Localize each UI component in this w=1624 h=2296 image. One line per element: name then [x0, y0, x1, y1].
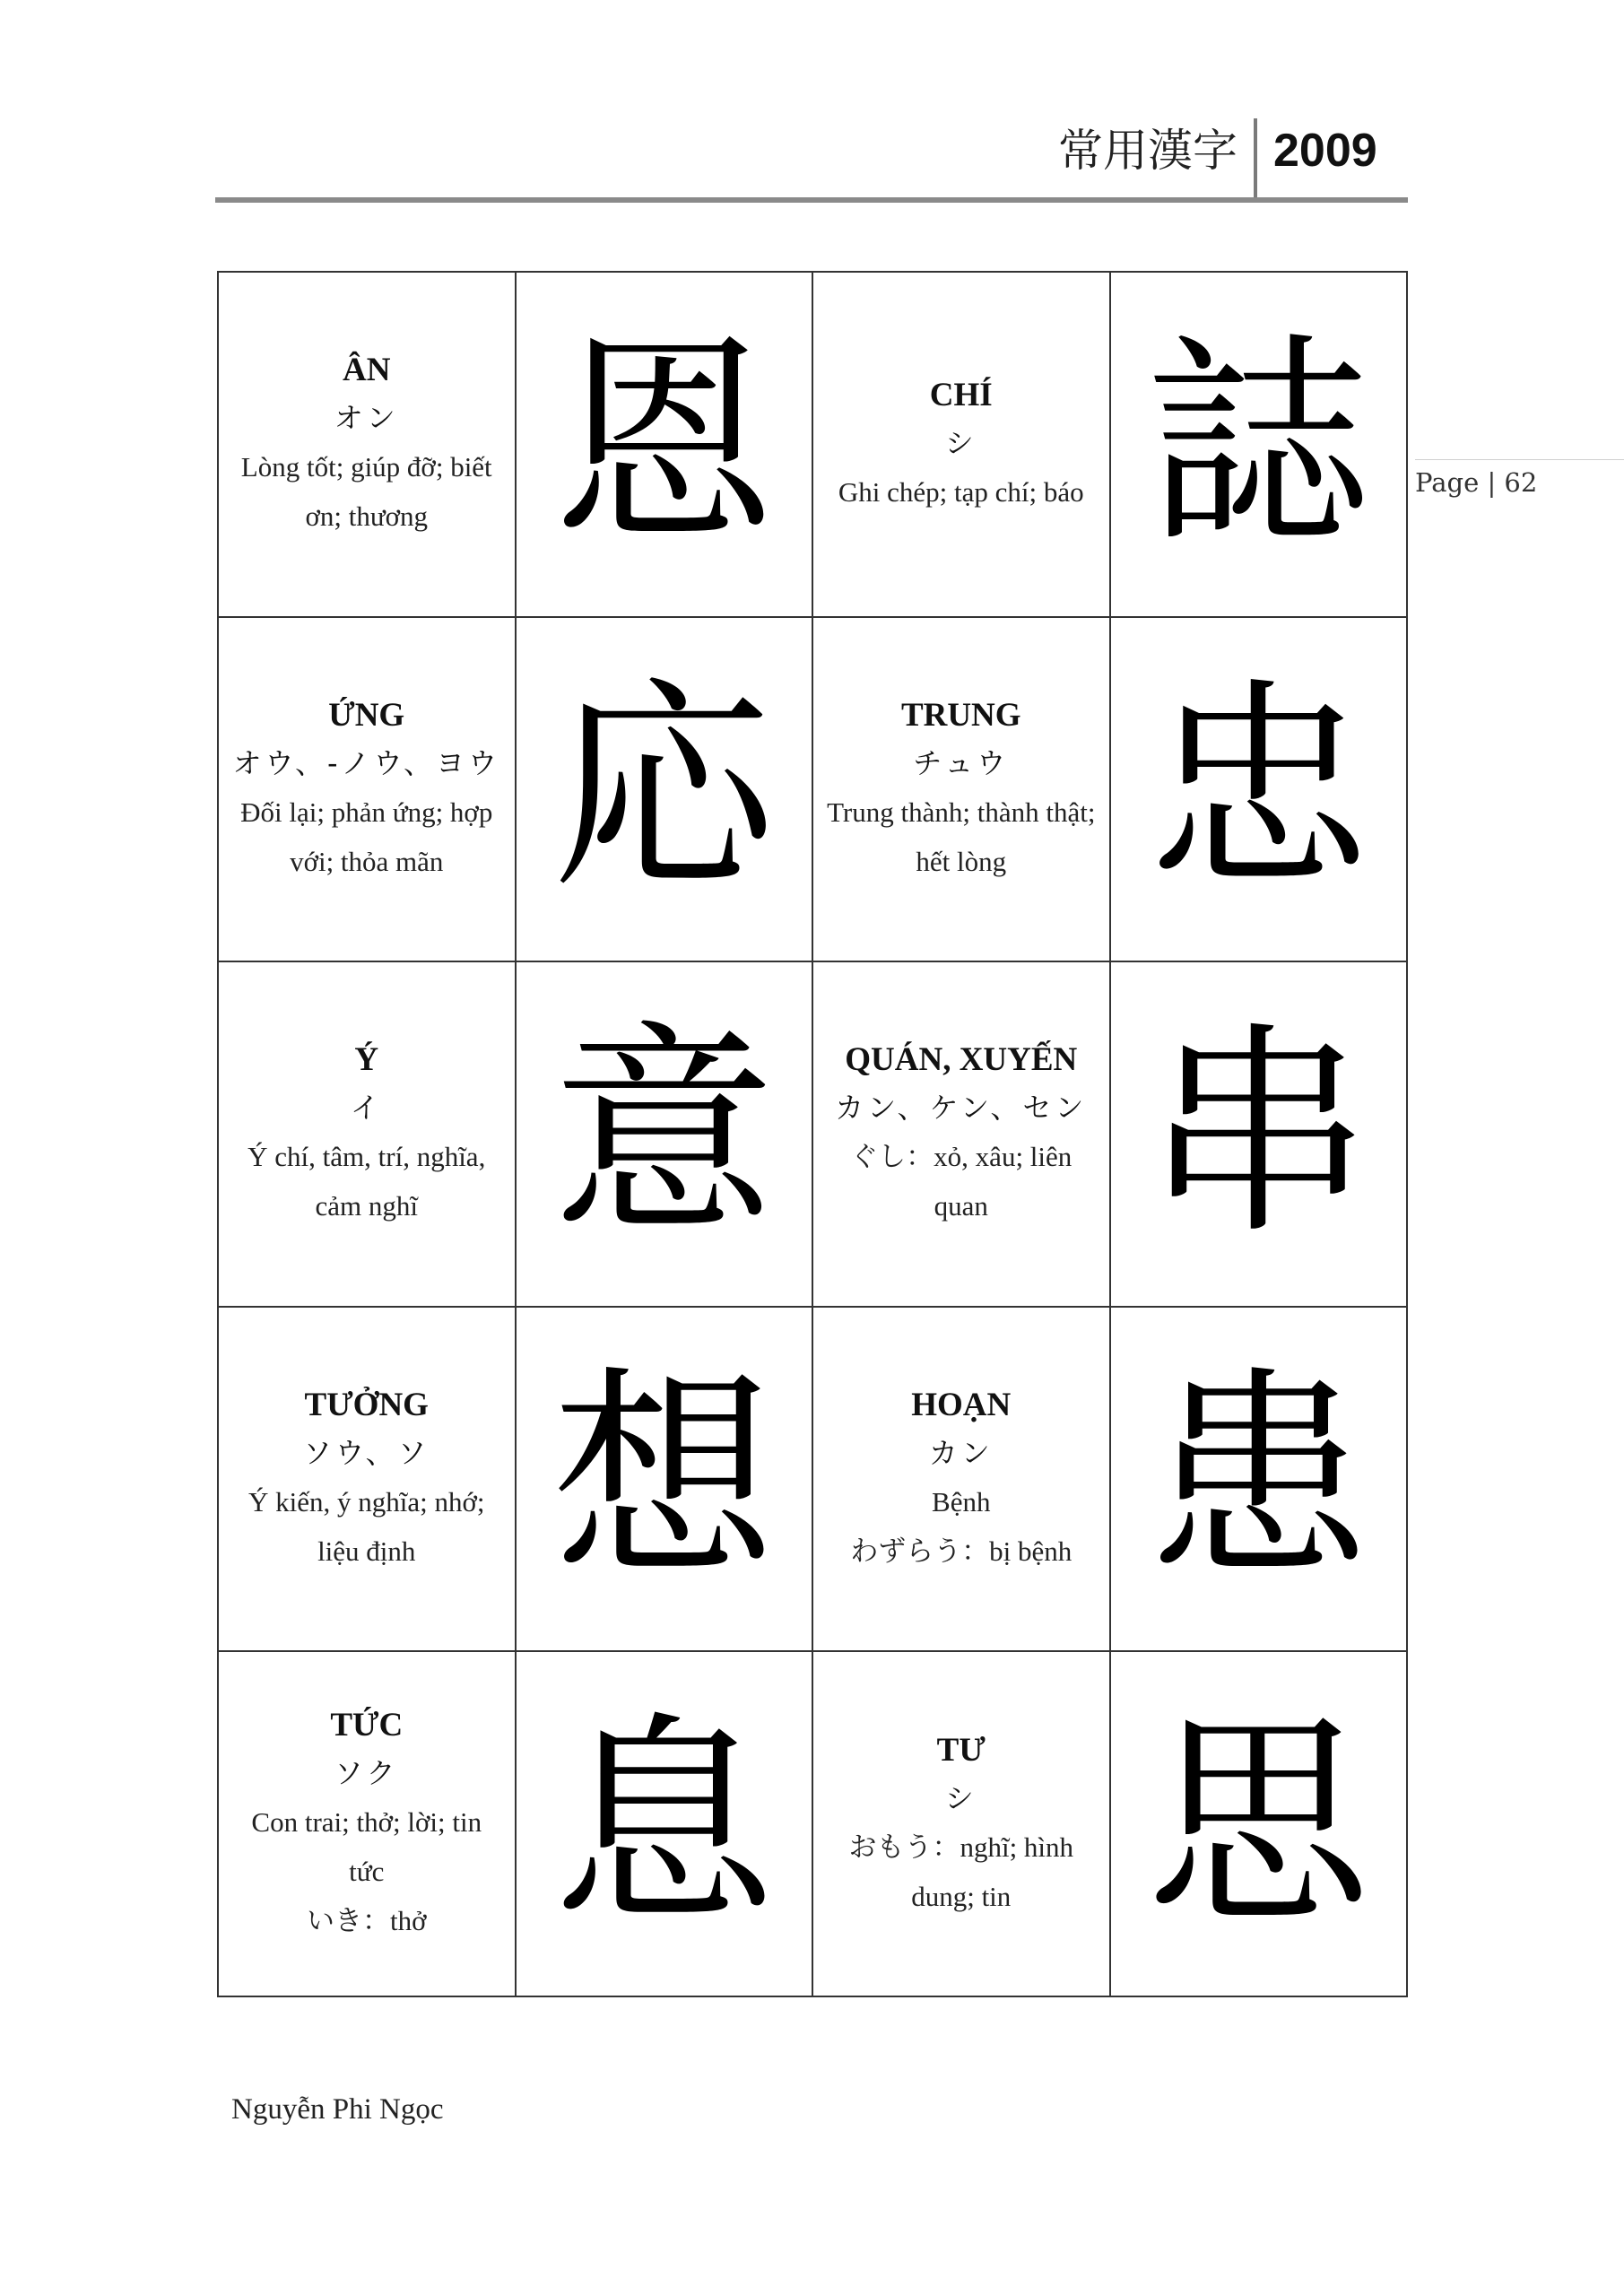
kanji-character: 恩 [517, 273, 814, 618]
page-marker [1415, 459, 1624, 504]
kana-reading: オウ、-ノウ、ヨウ [232, 745, 500, 780]
meaning: Con trai; thở; lời; tin tức [251, 1806, 482, 1888]
meaning: Trung thành; thành thật; hết lòng [827, 796, 1096, 877]
sino-vietnamese-reading: TƯỞNG [304, 1387, 429, 1424]
sino-vietnamese-reading: TƯ [936, 1731, 986, 1769]
kanji-character: 忠 [1111, 618, 1409, 963]
kana-reading: カン、ケン、セン [835, 1091, 1088, 1126]
header-title: 常用漢字 [1058, 125, 1238, 177]
kana-reading: イ [350, 1091, 383, 1126]
kana-reading: チュウ [913, 745, 1010, 780]
kun-reading-meaning: わずらう：bị bệnh [850, 1535, 1073, 1568]
sino-vietnamese-reading: TỨC [330, 1707, 404, 1744]
header-rule [215, 197, 1408, 203]
kana-reading: オン [334, 401, 399, 436]
kanji-info-cell [219, 1308, 517, 1653]
kanji-character: 応 [517, 618, 814, 963]
meaning: Ghi chép; tạp chí; báo [838, 475, 1084, 508]
kana-reading: シ [944, 425, 977, 460]
sino-vietnamese-reading: ỨNG [328, 696, 405, 734]
sino-vietnamese-reading: ÂN [343, 352, 391, 389]
kanji-info-cell [219, 273, 517, 618]
sino-vietnamese-reading: Ý [354, 1041, 379, 1079]
kanji-info-cell [813, 962, 1111, 1308]
header-year: 2009 [1273, 125, 1377, 177]
sino-vietnamese-reading: HOẠN [911, 1387, 1012, 1424]
kanji-character: 意 [517, 962, 814, 1308]
kanji-info-cell [219, 962, 517, 1308]
kanji-card-grid [217, 271, 1408, 1997]
page-marker-rule [1415, 459, 1624, 460]
sino-vietnamese-reading: CHÍ [929, 376, 993, 413]
kanji-info-cell [813, 618, 1111, 963]
kanji-info-cell [813, 1652, 1111, 1997]
meaning: ぐし：xỏ, xâu; liên quan [850, 1141, 1073, 1222]
page-header [215, 108, 1408, 202]
kanji-character: 患 [1111, 1308, 1409, 1653]
kanji-character: 想 [517, 1308, 814, 1653]
kana-reading: シ [944, 1780, 977, 1815]
kanji-character: 息 [517, 1652, 814, 1997]
meaning: Bệnh [932, 1486, 991, 1518]
page-number: Page | 62 [1415, 467, 1538, 498]
kana-reading: ソウ、ソ [303, 1436, 430, 1471]
meaning: Ý kiến, ý nghĩa; nhớ; liệu định [248, 1486, 485, 1568]
sino-vietnamese-reading: QUÁN, XUYẾN [845, 1041, 1078, 1079]
kun-reading-meaning: いき：thở [306, 1905, 427, 1937]
kana-reading: カン [928, 1436, 994, 1471]
kanji-character: 思 [1111, 1652, 1409, 1997]
kanji-character: 誌 [1111, 273, 1409, 618]
kanji-character: 串 [1111, 962, 1409, 1308]
meaning: Lòng tốt; giúp đỡ; biết ơn; thương [240, 451, 492, 533]
kana-reading: ソク [334, 1756, 399, 1791]
sino-vietnamese-reading: TRUNG [900, 696, 1021, 734]
kanji-info-cell [813, 273, 1111, 618]
footer-author: Nguyễn Phi Ngọc [231, 2093, 444, 2126]
meaning: Ý chí, tâm, trí, nghĩa, cảm nghĩ [248, 1141, 486, 1222]
meaning: おもう：nghĩ; hình dung; tin [848, 1831, 1074, 1912]
kanji-info-cell [219, 1652, 517, 1997]
kanji-info-cell [813, 1308, 1111, 1653]
kanji-info-cell [219, 618, 517, 963]
meaning: Đối lại; phản ứng; hợp với; thỏa mãn [240, 796, 493, 877]
header-divider [1254, 118, 1257, 199]
